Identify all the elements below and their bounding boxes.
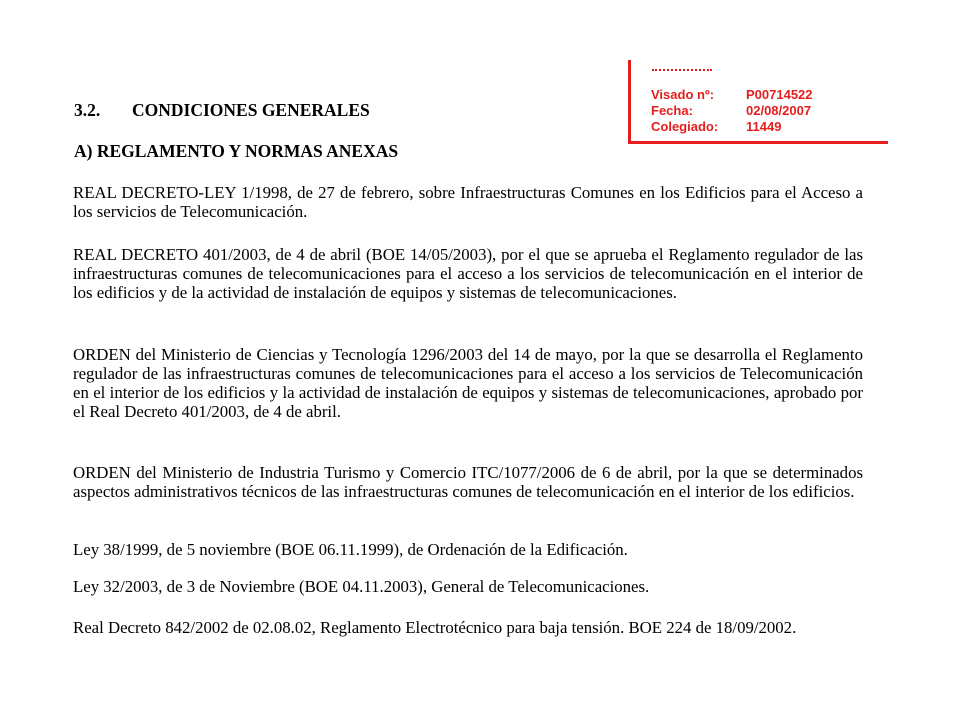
paragraph-rd-842-2002: Real Decreto 842/2002 de 02.08.02, Reglamento Electrotécnico para baja tensión. BOE 224 de 18/09/2002. [73,618,797,637]
stamp-fecha-row [651,103,811,119]
stamp-colegiado-row [651,119,781,135]
stamp-clipped-text [652,66,722,74]
subsection-heading: A) REGLAMENTO Y NORMAS ANEXAS [74,141,399,161]
stamp-colegiado-value: 11449 [746,119,782,134]
paragraph-orden-itc-1077-2006: ORDEN del Ministerio de Industria Turismo y Comercio ITC/1077/2006 de 6 de abril, por la que se determinados aspectos administrativos técnicos de las infraestructuras comunes de telecomunicación en el interior de los edificios. [73,463,863,501]
stamp-visado-value: P00714522 [746,87,813,102]
stamp-visado-label: Visado nº: [651,87,715,102]
stamp-visado-row [651,87,813,103]
stamp-fecha-label: Fecha: [651,103,693,118]
section-number: 3.2. [74,100,101,120]
stamp-fecha-value: 02/08/2007 [746,103,812,118]
paragraph-ley-38-1999: Ley 38/1999, de 5 noviembre (BOE 06.11.1999), de Ordenación de la Edificación. [73,540,628,559]
section-title: CONDICIONES GENERALES [132,100,370,120]
section-heading [74,99,370,121]
paragraph-rd-401-2003: REAL DECRETO 401/2003, de 4 de abril (BOE 14/05/2003), por el que se aprueba el Reglamento regulador de las infraestructuras comunes de telecomunicaciones para el acceso a los servicios de telecomunicación en el interior de los edificios y de la actividad de instalación de equipos y sistemas de telecomunicaciones. [73,245,863,302]
stamp-colegiado-label: Colegiado: [651,119,719,134]
paragraph-orden-1296-2003: ORDEN del Ministerio de Ciencias y Tecnología 1296/2003 del 14 de mayo, por la que se desarrolla el Reglamento regulador de las infraestructuras comunes de telecomunicaciones para el acceso a los servicios de Telecomunicación en el interior de los edificios y la actividad de instalación de equipos y sistemas de telecomunicaciones, aprobado por el Real Decreto 401/2003, de 4 de abril. [73,345,863,421]
paragraph-rdl-1-1998: REAL DECRETO-LEY 1/1998, de 27 de febrero, sobre Infraestructuras Comunes en los Edificios para el Acceso a los servicios de Telecomunicación. [73,183,863,221]
paragraph-ley-32-2003: Ley 32/2003, de 3 de Noviembre (BOE 04.11.2003), General de Telecomunicaciones. [73,577,650,596]
